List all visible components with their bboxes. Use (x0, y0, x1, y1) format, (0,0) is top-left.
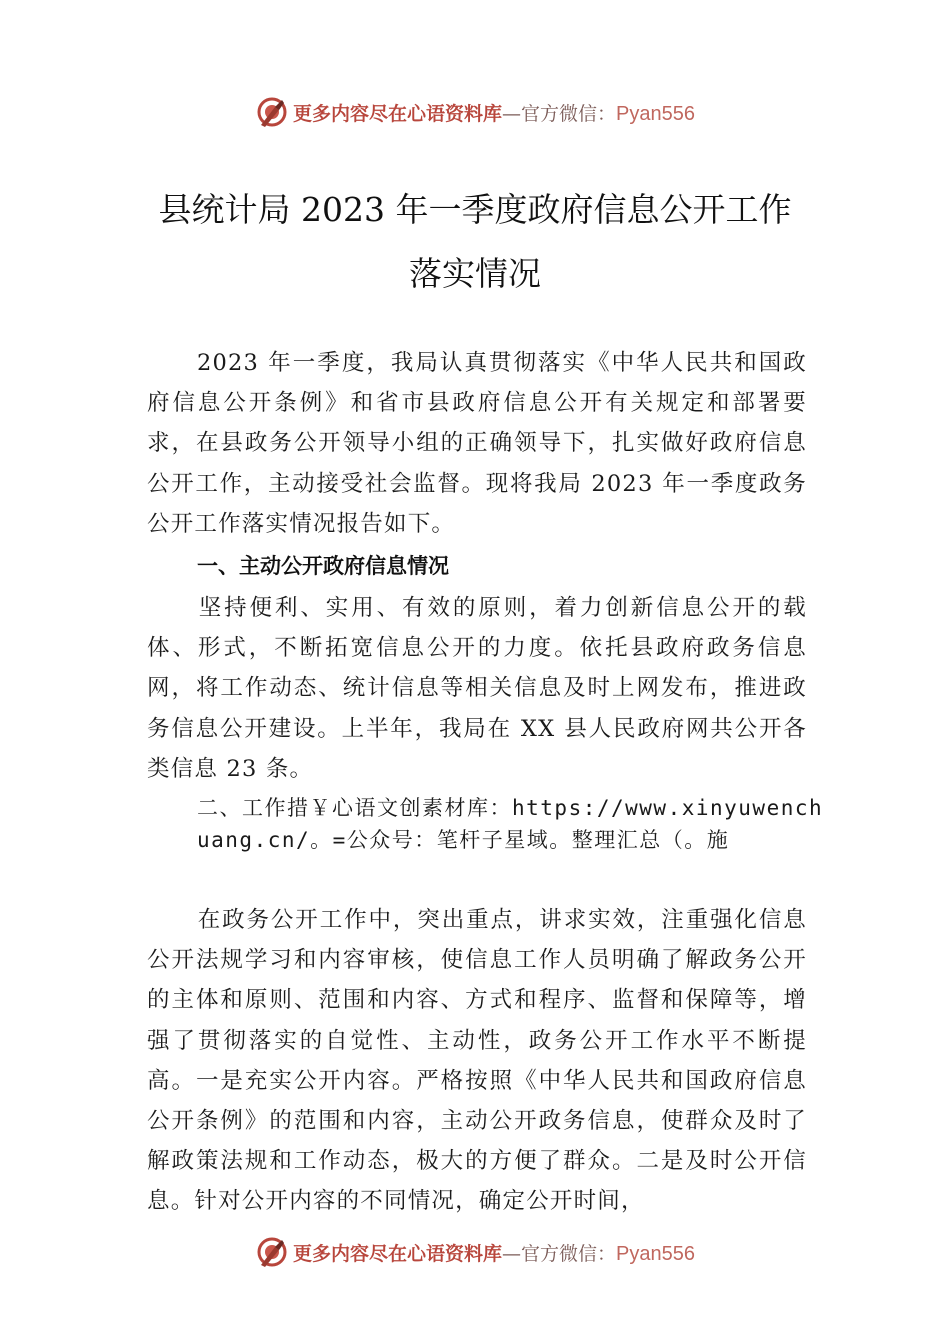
section2-heading: 二、工作措￥心语文创素材库：https://www.xinyuwenchuang.cn/。=公众号：笔杆子星域。整理汇总（。施 (197, 796, 824, 852)
watermark-separator: — (502, 102, 522, 125)
section2-paragraph (147, 900, 807, 1222)
section2-text: 在政务公开工作中，突出重点，讲求实效，注重强化信息公开法规学习和内容审核，使信息工作人员明确了解政务公开的主体和原则、范围和内容、方式和程序、监督和保障等，增强了贯彻落实的自觉性、主动性，政务公开工作水平不断提高。一是充实公开内容。严格按照《中华人民共和国政府信息公开条例》的范围和内容，主动公开政务信息，使群众及时了解政策法规和工作动态，极大的方便了群众。二是及时公开信息。针对公开内容的不同情况，确定公开时间， (147, 907, 807, 1215)
intro-paragraph (147, 343, 807, 544)
pen-logo-icon (255, 1235, 289, 1269)
document-title-line2: 落实情况 (409, 254, 541, 293)
watermark-brand-text: 更多内容尽在心语资料库 (293, 102, 503, 125)
section1-heading: 一、主动公开政府信息情况 (197, 554, 449, 578)
watermark-brand-text: 更多内容尽在心语资料库 (293, 1242, 503, 1265)
watermark-banner-bottom (0, 1232, 950, 1272)
watermark-wechat-label: 官方微信： (521, 102, 617, 125)
watermark-wechat-id: Pyan556 (616, 1242, 695, 1265)
watermark-banner-top (0, 92, 950, 132)
section1-paragraph (147, 588, 807, 789)
watermark-separator: — (502, 1242, 522, 1265)
watermark-wechat-id: Pyan556 (616, 102, 695, 125)
pen-logo-icon (255, 95, 289, 129)
section1-text: 坚持便利、实用、有效的原则，着力创新信息公开的载体、形式，不断拓宽信息公开的力度。依托县政府政务信息网，将工作动态、统计信息等相关信息及时上网发布，推进政务信息公开建设。上半年，我局在 XX 县人民政府网共公开各类信息 23 条。 (147, 595, 807, 782)
watermark-wechat-label: 官方微信： (521, 1242, 617, 1265)
intro-text: 2023 年一季度，我局认真贯彻落实《中华人民共和国政府信息公开条例》和省市县政府信息公开有关规定和部署要求，在县政务公开领导小组的正确领导下，扎实做好政府信息公开工作，主动接受社会监督。现将我局 2023 年一季度政务公开工作落实情况报告如下。 (147, 350, 807, 537)
document-title-line1: 县统计局 2023 年一季度政府信息公开工作 (158, 190, 792, 229)
